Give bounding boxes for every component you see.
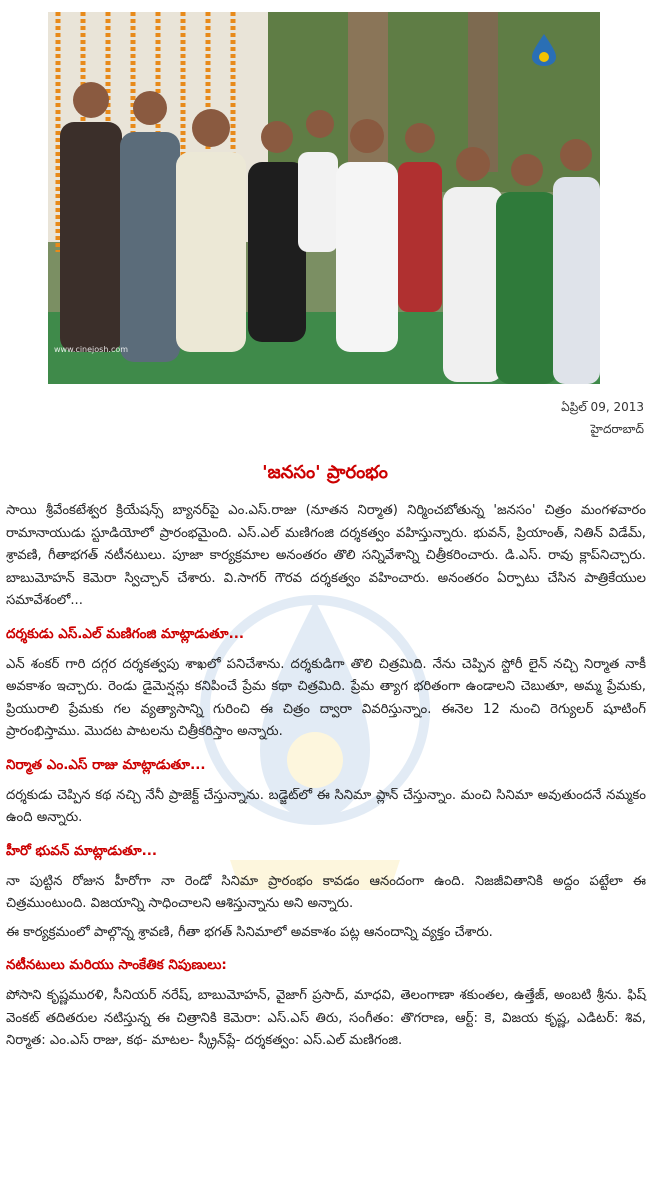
article-title: 'జనసం' ప్రారంభం bbox=[262, 462, 388, 483]
hero-paragraph: నా పుట్టిన రోజున హీరోగా నా రెండో సినిమా ప్రారంభం కావడం ఆనందంగా ఉంది. నిజజీవితానికి అద్దం పట్టేలా ఈ చిత్రముంటుంది. విజయాన్ని సాధించాలని ఆశిస్తున్నాను అని అన్నారు. bbox=[6, 873, 646, 911]
event-photo bbox=[48, 12, 600, 384]
cast-heading: నటీనటులు మరియు సాంకేతిక నిపుణులు: bbox=[6, 957, 227, 973]
director-heading: దర్శకుడు ఎస్.ఎల్ మణిగంజి మాట్లాడుతూ... bbox=[6, 625, 244, 642]
article-body bbox=[6, 500, 646, 1063]
article-place: హైదరాబాద్ bbox=[590, 422, 644, 436]
producer-heading: నిర్మాత ఎం.ఎస్ రాజు మాట్లాడుతూ... bbox=[6, 756, 206, 773]
extra-paragraph: ఈ కార్యక్రమంలో పాల్గొన్న శ్రావణి, గీతా భగత్ సినిమాలో అవకాశం పట్ల ఆనందాన్ని వ్యక్తం చేశారు. bbox=[6, 924, 493, 940]
producer-paragraph: దర్శకుడు చెప్పిన కథ నచ్చి నేనీ ప్రాజెక్ట్ చేస్తున్నాను. బడ్జెట్‌లో ఈ సినిమా ప్లాన్ చేస్తున్నాం. మంచి సినిమా అవుతుందనే నమ్మకం ఉంది అన్నారు. bbox=[6, 787, 646, 825]
director-paragraph: ఎన్ శంకర్ గారి దగ్గర దర్శకత్వపు శాఖలో పనిచేశాను. దర్శకుడిగా తొలి చిత్రమిది. నేను చెప్పిన స్టోరీ లైన్ నచ్చి నిర్మాత నాకీ అవకాశం ఇచ్చారు. రెండు డైమెన్షన్లు కనిపించే ప్రేమ కథా చిత్రమిది. ప్రేమ త్యాగ భరితంగా ఉండాలని చెబుతూ, అమ్మ ప్రేమకు, ప్రియురాలి ప్రేమకు గల వ్యత్యాసాన్ని గురించి ఈ చిత్రం ద్వారా వివరిస్తున్నాం. ఈనెల 12 నుంచి రెగ్యులర్ షూటింగ్ ప్రారంభిస్తాము. మొదట పాటలను చిత్రీకరిస్తాం అన్నారు. bbox=[6, 656, 646, 739]
hero-heading: హీరో భువన్ మాట్లాడుతూ... bbox=[6, 842, 157, 859]
intro-paragraph: సాయి శ్రీవేంకటేశ్వర క్రియేషన్స్ బ్యానర్‌పై ఎం.ఎస్.రాజు (నూతన నిర్మాత) నిర్మించబోతున్న 'జనసం' చిత్రం మంగళవారం రామానాయుడు స్టూడియోలో ప్రారంభమైంది. ఎస్.ఎల్ మణిగంజి దర్శకత్వం వహిస్తున్నారు. భువన్, ప్రియాంత్, నితిన్ విడేమ్, శ్రావణి, గీతాభగత్ నటీనటులు. పూజా కార్యక్రమాల అనంతరం తొలి సన్నివేశాన్ని చిత్రీకరించారు. డి.ఎస్. రావు క్లాప్‌నిచ్చారు. బాబుమోహన్ కెమెరా స్విచ్చాన్ చేశారు. వి.సాగర్ గౌరవ దర్శకత్వం వహించారు. అనంతరం ఏర్పాటు చేసిన పాత్రికేయుల సమావేశంలో... bbox=[6, 503, 646, 608]
cast-paragraph: పోసాని కృష్ణమురళి, సీనియర్ నరేష్, బాబుమోహన్, వైజాగ్ ప్రసాద్, మాధవి, తెలంగాణా శకుంతల, ఉత్తేజ్, అంబటి శ్రీను. ఫిష్ వెంకట్ తదితరుల నటిస్తున్న ఈ చిత్రానికి కెమెరా: ఎస్.ఎస్ తిరు, సంగీతం: తొగరాణ, ఆర్ట్: కె, విజయ కృష్ణ, ఎడిటర్: శివ, నిర్మాత: ఎం.ఎస్ రాజు, కథ- మాటల- స్క్రీన్‌ప్లే- దర్శకత్వం: ఎస్.ఎల్ మణిగంజి. bbox=[6, 988, 646, 1048]
article-date: ఏప్రిల్ 09, 2013 bbox=[561, 400, 644, 414]
channel-logo-icon bbox=[526, 32, 562, 68]
photo-watermark-text: www.cinejosh.com bbox=[54, 345, 129, 354]
